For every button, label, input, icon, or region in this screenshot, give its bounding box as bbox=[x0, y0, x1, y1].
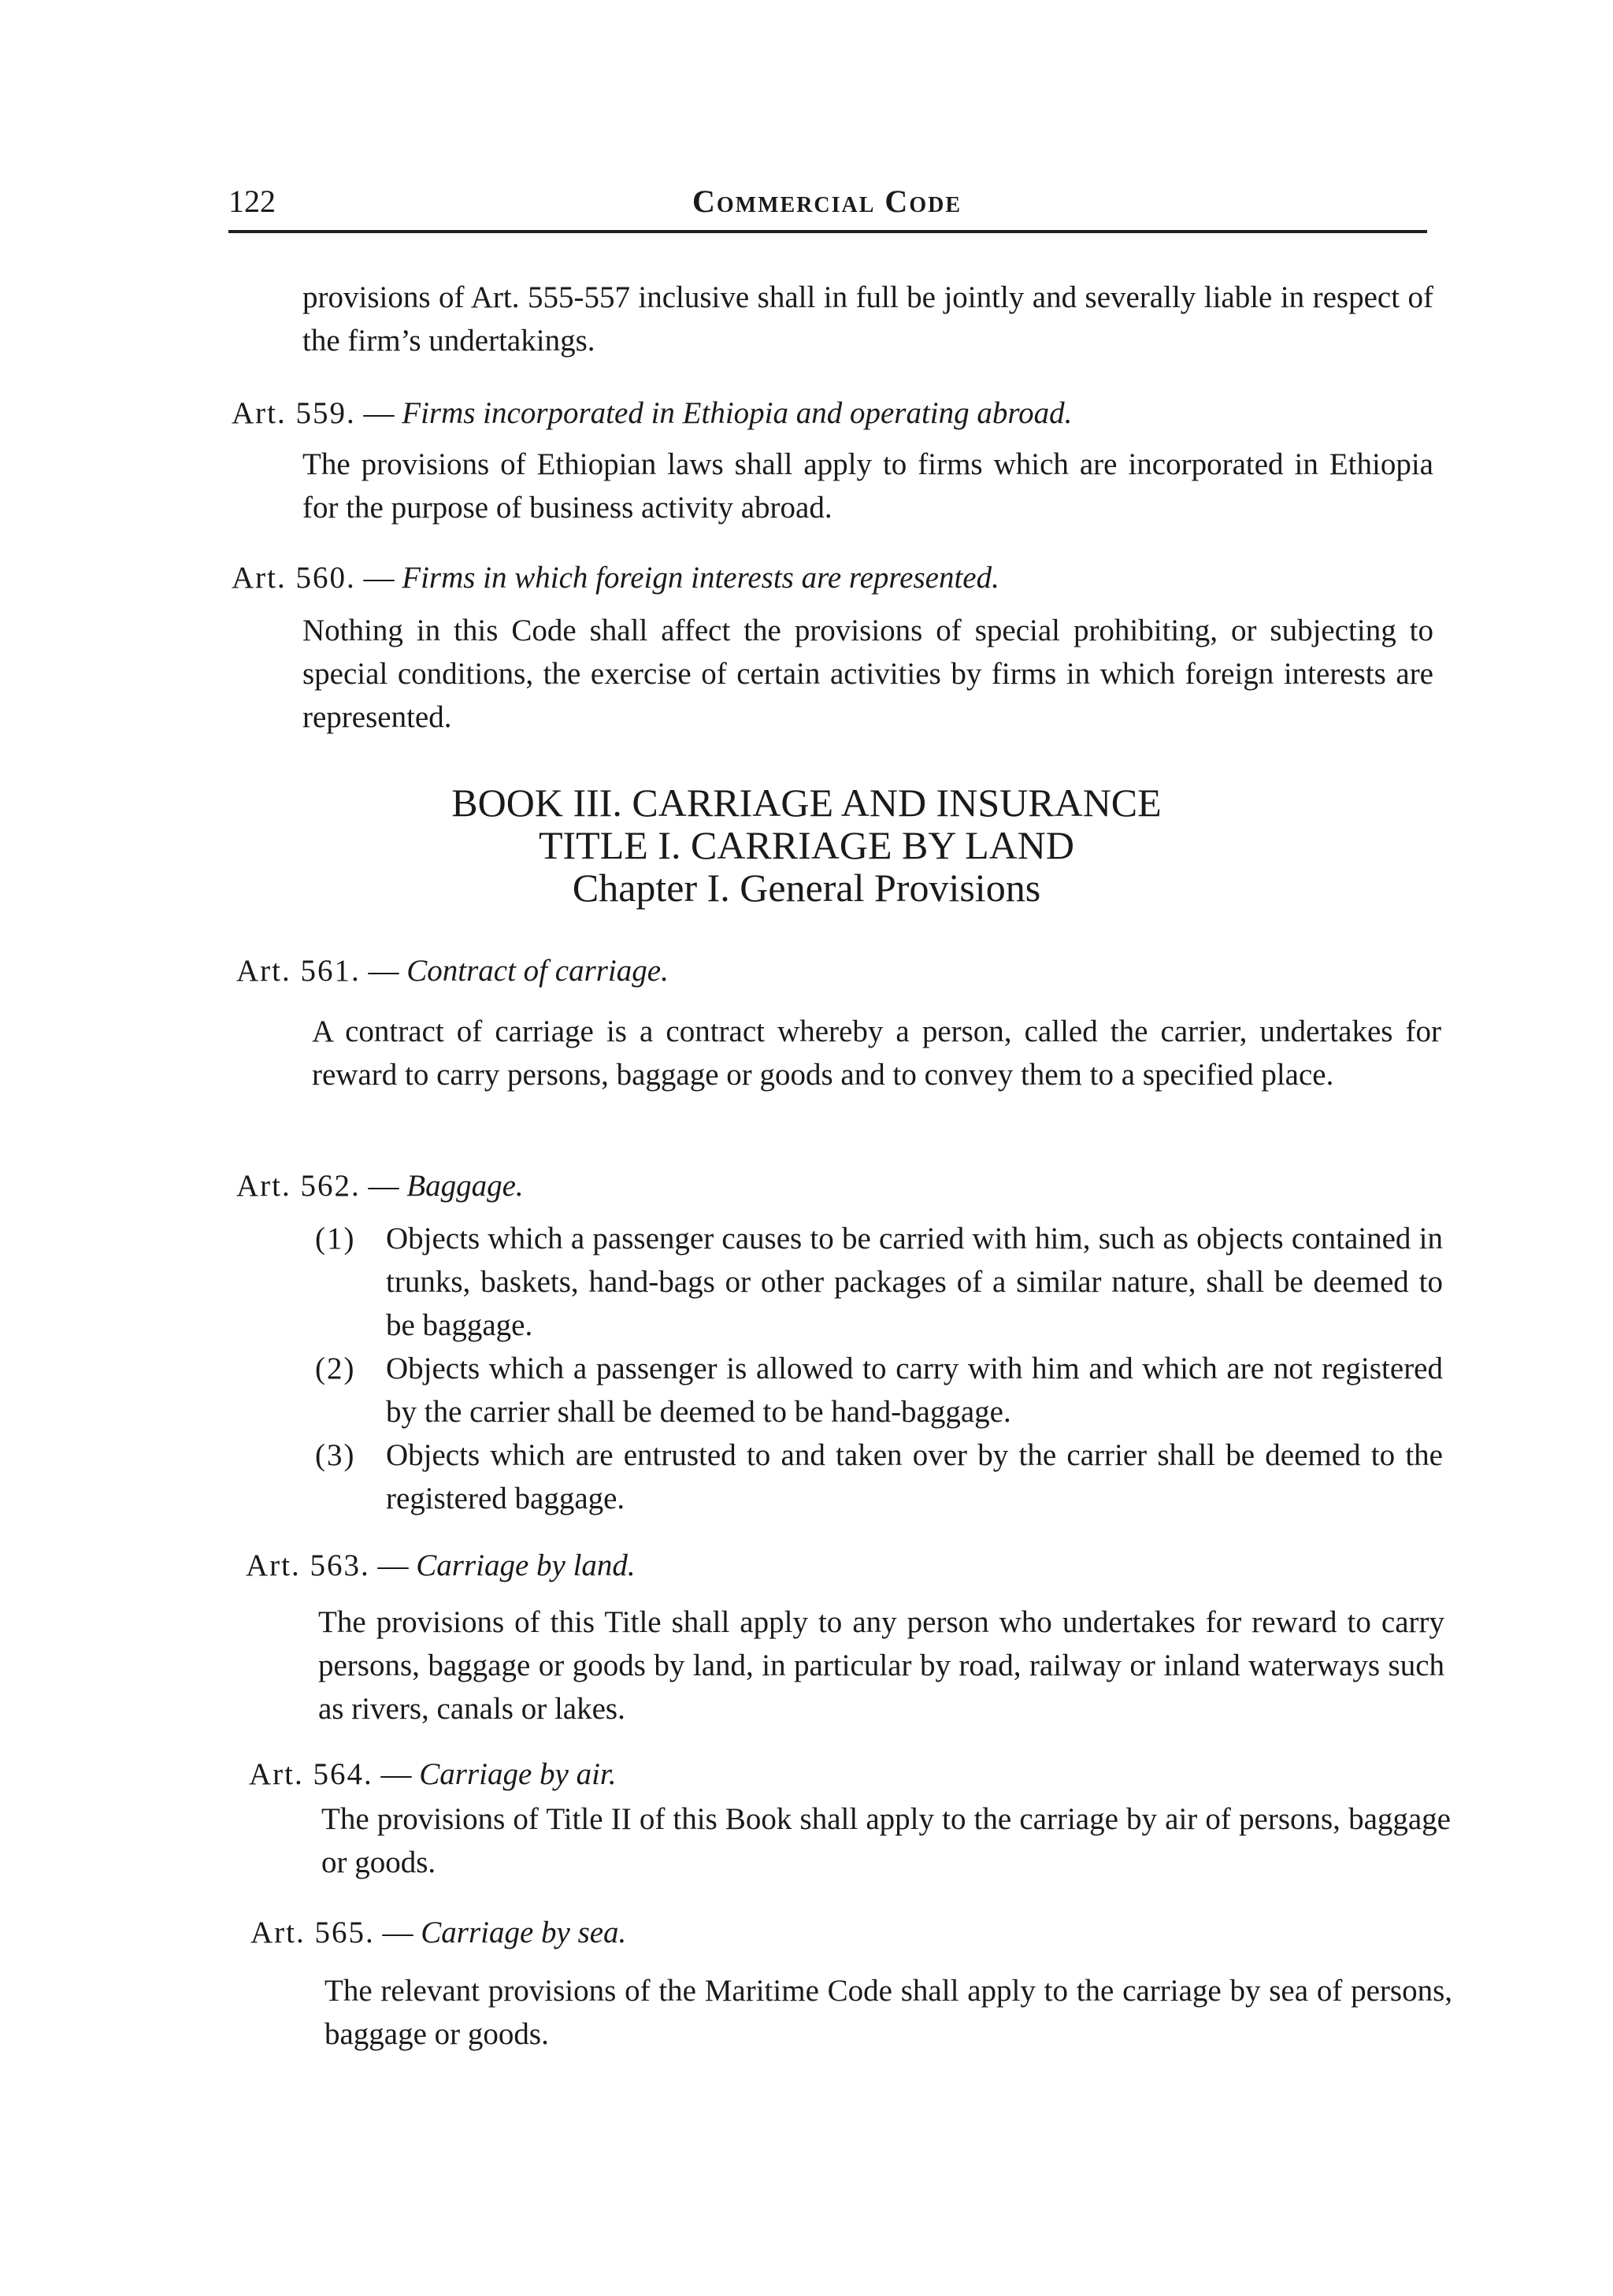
article-560-heading bbox=[232, 556, 999, 599]
article-dash: — bbox=[382, 1916, 413, 1949]
article-title: Baggage. bbox=[406, 1169, 524, 1203]
article-title: Contract of carriage. bbox=[406, 954, 669, 988]
item-marker: (3) bbox=[315, 1438, 356, 1472]
item-text: Objects which a passenger is allowed to carry with him and which are not registered by the carrier shall be deemed to be hand-baggage. bbox=[386, 1352, 1443, 1429]
article-number: Art. 559. bbox=[232, 396, 356, 430]
article-number: Art. 563. bbox=[246, 1549, 370, 1582]
article-dash: — bbox=[377, 1549, 409, 1582]
article-564-heading bbox=[249, 1753, 617, 1796]
article-dash: — bbox=[363, 561, 395, 595]
article-563-heading bbox=[246, 1544, 636, 1587]
item-marker: (2) bbox=[315, 1352, 356, 1385]
article-562-heading bbox=[236, 1164, 524, 1207]
article-560-text: Nothing in this Code shall affect the provisions of special prohibiting, or subjecting to special conditions, the exercise of certain activities by firms in which foreign interests are represented. bbox=[302, 614, 1433, 734]
article-title: Firms in which foreign interests are represented. bbox=[402, 561, 999, 595]
book-heading bbox=[0, 781, 1613, 909]
item-text: Objects which a passenger causes to be carried with him, such as objects contained in trunks, baskets, hand-bags or other packages of a similar nature, shall be deemed to be baggage. bbox=[386, 1222, 1443, 1342]
article-565-heading bbox=[250, 1911, 626, 1954]
article-565-text: The relevant provisions of the Maritime Code shall apply to the carriage by sea of persons, baggage or goods. bbox=[324, 1974, 1452, 2051]
book-title: BOOK III. CARRIAGE AND INSURANCE bbox=[451, 781, 1162, 825]
article-dash: — bbox=[363, 396, 395, 430]
item-text: Objects which are entrusted to and taken over by the carrier shall be deemed to the registered baggage. bbox=[386, 1438, 1443, 1515]
article-number: Art. 565. bbox=[250, 1916, 375, 1949]
header-rule bbox=[228, 230, 1427, 233]
title-heading: TITLE I. CARRIAGE BY LAND bbox=[538, 823, 1074, 867]
list-item bbox=[315, 1217, 1443, 1347]
article-title: Carriage by air. bbox=[419, 1757, 617, 1791]
article-title: Carriage by land. bbox=[416, 1549, 636, 1582]
chapter-heading: Chapter I. General Provisions bbox=[572, 866, 1041, 910]
list-item bbox=[315, 1347, 1443, 1434]
article-number: Art. 562. bbox=[236, 1169, 361, 1203]
article-number: Art. 564. bbox=[249, 1757, 373, 1791]
article-564-text: The provisions of Title II of this Book shall apply to the carriage by air of persons, baggage or goods. bbox=[321, 1802, 1451, 1879]
item-marker: (1) bbox=[315, 1222, 356, 1256]
article-title: Carriage by sea. bbox=[421, 1916, 627, 1949]
article-559-heading bbox=[232, 391, 1072, 435]
article-561-heading bbox=[236, 949, 669, 992]
article-dash: — bbox=[380, 1757, 412, 1791]
page-header bbox=[228, 183, 1426, 230]
article-563-text: The provisions of this Title shall apply to any person who undertakes for reward to carry persons, baggage or goods by land, in particular by road, railway or inland waterways such as rivers, canals or lakes. bbox=[318, 1605, 1444, 1726]
running-head: Commercial Code bbox=[692, 184, 962, 219]
article-number: Art. 561. bbox=[236, 954, 361, 988]
article-561-text: A contract of carriage is a contract whereby a person, called the carrier, undertakes for reward to carry persons, baggage or goods and to convey them to a specified place. bbox=[312, 1014, 1441, 1092]
article-dash: — bbox=[368, 954, 399, 988]
continuation-paragraph: provisions of Art. 555-557 inclusive shall in full be jointly and severally liable in respect of the firm’s undertakings. bbox=[302, 280, 1433, 358]
article-559-text: The provisions of Ethiopian laws shall apply to firms which are incorporated in Ethiopia for the purpose of business activity abroad. bbox=[302, 447, 1433, 525]
article-dash: — bbox=[368, 1169, 399, 1203]
article-title: Firms incorporated in Ethiopia and operating abroad. bbox=[402, 396, 1073, 430]
list-item bbox=[315, 1434, 1443, 1520]
article-number: Art. 560. bbox=[232, 561, 356, 595]
page-number: 122 bbox=[228, 184, 276, 219]
